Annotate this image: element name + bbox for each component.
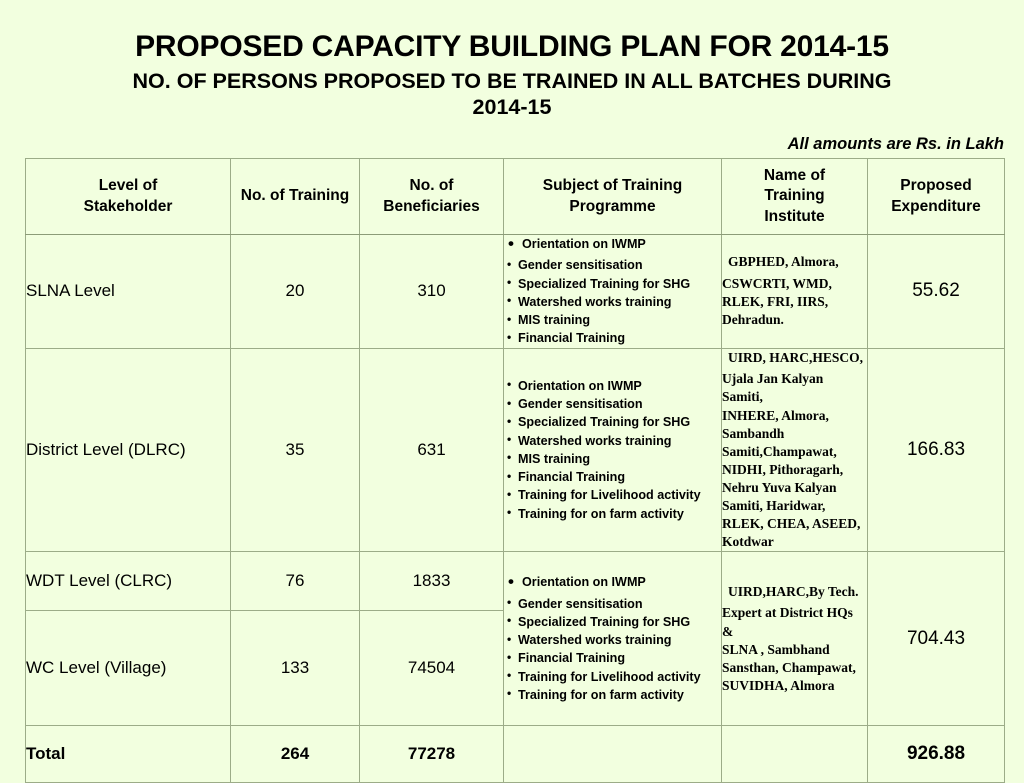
list-item: • Financial Training <box>504 468 721 486</box>
cell-expenditure-dlrc: 166.83 <box>868 348 1005 552</box>
institute-line: SUVIDHA, Almora <box>722 677 835 693</box>
cell-institute-wdt-wc <box>722 552 868 726</box>
cell-beneficiaries-wc: 74504 <box>360 611 504 726</box>
institute-lead-dlrc: UIRD, HARC,HESCO, <box>728 349 864 365</box>
institute-line: NIDHI, Pithoragarh, <box>722 461 844 477</box>
institute-line: Samiti, Haridwar, <box>722 497 826 513</box>
page-subtitle-line1: NO. OF PERSONS PROPOSED TO BE TRAINED IN ALL BATCHES DURING <box>132 68 892 93</box>
title-block <box>0 0 1024 121</box>
subject-list-wdt-wc <box>504 573 721 704</box>
column-header-beneficiaries-line1: No. of <box>409 177 454 195</box>
institute-body-dlrc <box>722 370 867 551</box>
cell-subjects-dlrc <box>504 348 722 552</box>
institute-line: Kotdwar <box>722 534 774 550</box>
capacity-plan-table <box>25 158 1005 783</box>
column-header-trainings-line1: No. of Training <box>240 187 350 205</box>
cell-level-slna: SLNA Level <box>26 235 231 349</box>
subject-list-dlrc <box>504 377 721 523</box>
institute-body-slna <box>722 275 867 329</box>
column-header-institute-line2: Training <box>764 187 825 205</box>
cell-expenditure-wdt-wc: 704.43 <box>868 552 1005 726</box>
column-header-institute <box>722 159 868 235</box>
column-header-level-line1: Level of <box>98 177 158 195</box>
institute-line: Sambandh <box>722 425 785 441</box>
cell-beneficiaries-dlrc: 631 <box>360 348 504 552</box>
cell-subjects-total <box>504 726 722 783</box>
list-item: • Training for on farm activity <box>504 686 721 704</box>
column-header-trainings <box>231 159 360 235</box>
list-item: • Watershed works training <box>504 432 721 450</box>
column-header-expenditure <box>868 159 1005 235</box>
cell-beneficiaries-wdt: 1833 <box>360 552 504 611</box>
cell-level-wc: WC Level (Village) <box>26 611 231 726</box>
institute-line: Dehradun. <box>722 312 784 328</box>
institute-line: INHERE, Almora, <box>722 407 829 423</box>
column-header-beneficiaries-line2: Beneficiaries <box>383 197 480 215</box>
column-header-level-line2: Stakeholder <box>83 197 173 215</box>
cell-institute-slna <box>722 235 868 349</box>
subject-list-slna <box>504 235 721 348</box>
cell-beneficiaries-total: 77278 <box>360 726 504 783</box>
institute-line: Ujala Jan Kalyan Samiti, <box>722 371 824 405</box>
column-header-subject-line2: Programme <box>569 197 656 215</box>
cell-trainings-wc: 133 <box>231 611 360 726</box>
institute-line: RLEK, FRI, IIRS, <box>722 294 829 310</box>
list-item: • Training for Livelihood activity <box>504 486 721 504</box>
table-header-row <box>26 159 1005 235</box>
list-item: • MIS training <box>504 450 721 468</box>
column-header-institute-line3: Institute <box>764 207 825 225</box>
table-row <box>26 348 1005 552</box>
amount-unit-note: All amounts are Rs. in Lakh <box>787 135 1004 153</box>
table-row-total <box>26 726 1005 783</box>
institute-line: Samiti,Champawat, <box>722 443 837 459</box>
cell-institute-dlrc <box>722 348 868 552</box>
list-item: • Specialized Training for SHG <box>504 413 721 431</box>
cell-trainings-dlrc: 35 <box>231 348 360 552</box>
institute-line: Expert at District HQs & <box>722 605 853 639</box>
cell-institute-total <box>722 726 868 783</box>
cell-subjects-wdt-wc <box>504 552 722 726</box>
table-row <box>26 552 1005 611</box>
institute-line: CSWCRTI, WMD, <box>722 276 832 292</box>
list-item: • MIS training <box>504 311 721 329</box>
column-header-institute-line1: Name of <box>763 166 826 184</box>
list-item: • Watershed works training <box>504 293 721 311</box>
list-item: • Specialized Training for SHG <box>504 613 721 631</box>
list-item: • Financial Training <box>504 649 721 667</box>
cell-trainings-wdt: 76 <box>231 552 360 611</box>
column-header-subject-line1: Subject of Training <box>542 177 683 195</box>
list-item: • Financial Training <box>504 329 721 347</box>
institute-line: RLEK, CHEA, ASEED, <box>722 516 861 532</box>
list-item: • Gender sensitisation <box>504 395 721 413</box>
cell-expenditure-total: 926.88 <box>868 726 1005 783</box>
table-row <box>26 235 1005 349</box>
cell-expenditure-slna: 55.62 <box>868 235 1005 349</box>
cell-level-dlrc: District Level (DLRC) <box>26 348 231 552</box>
institute-line: SLNA , Sambhand <box>722 641 830 657</box>
list-item: • Training for on farm activity <box>504 505 721 523</box>
list-item: • Watershed works training <box>504 631 721 649</box>
column-header-expenditure-line1: Proposed <box>900 177 972 195</box>
cell-trainings-total: 264 <box>231 726 360 783</box>
cell-level-total: Total <box>26 726 231 783</box>
column-header-level <box>26 159 231 235</box>
institute-body-wdt-wc <box>722 604 867 694</box>
capacity-plan-table-wrapper <box>25 158 1004 783</box>
institute-lead-slna: GBPHED, Almora, <box>728 254 839 270</box>
cell-trainings-slna: 20 <box>231 235 360 349</box>
column-header-subject <box>504 159 722 235</box>
list-item: • Gender sensitisation <box>504 256 721 274</box>
page-title: PROPOSED CAPACITY BUILDING PLAN FOR 2014-15 <box>135 30 889 63</box>
cell-subjects-slna <box>504 235 722 349</box>
column-header-expenditure-line2: Expenditure <box>891 197 981 215</box>
page-subtitle-line2: 2014-15 <box>472 95 552 120</box>
cell-level-wdt: WDT Level (CLRC) <box>26 552 231 611</box>
list-item: • Training for Livelihood activity <box>504 668 721 686</box>
cell-beneficiaries-slna: 310 <box>360 235 504 349</box>
list-item: • Orientation on IWMP <box>504 377 721 395</box>
institute-line: Sansthan, Champawat, <box>722 659 856 675</box>
list-item: • Orientation on IWMP <box>504 573 721 591</box>
list-item: • Specialized Training for SHG <box>504 275 721 293</box>
page-subtitle <box>0 68 1024 122</box>
column-header-beneficiaries <box>360 159 504 235</box>
list-item: • Orientation on IWMP <box>504 235 721 253</box>
institute-line: Nehru Yuva Kalyan <box>722 479 837 495</box>
list-item: • Gender sensitisation <box>504 595 721 613</box>
institute-lead-wdt-wc: UIRD,HARC,By Tech. <box>728 583 859 599</box>
